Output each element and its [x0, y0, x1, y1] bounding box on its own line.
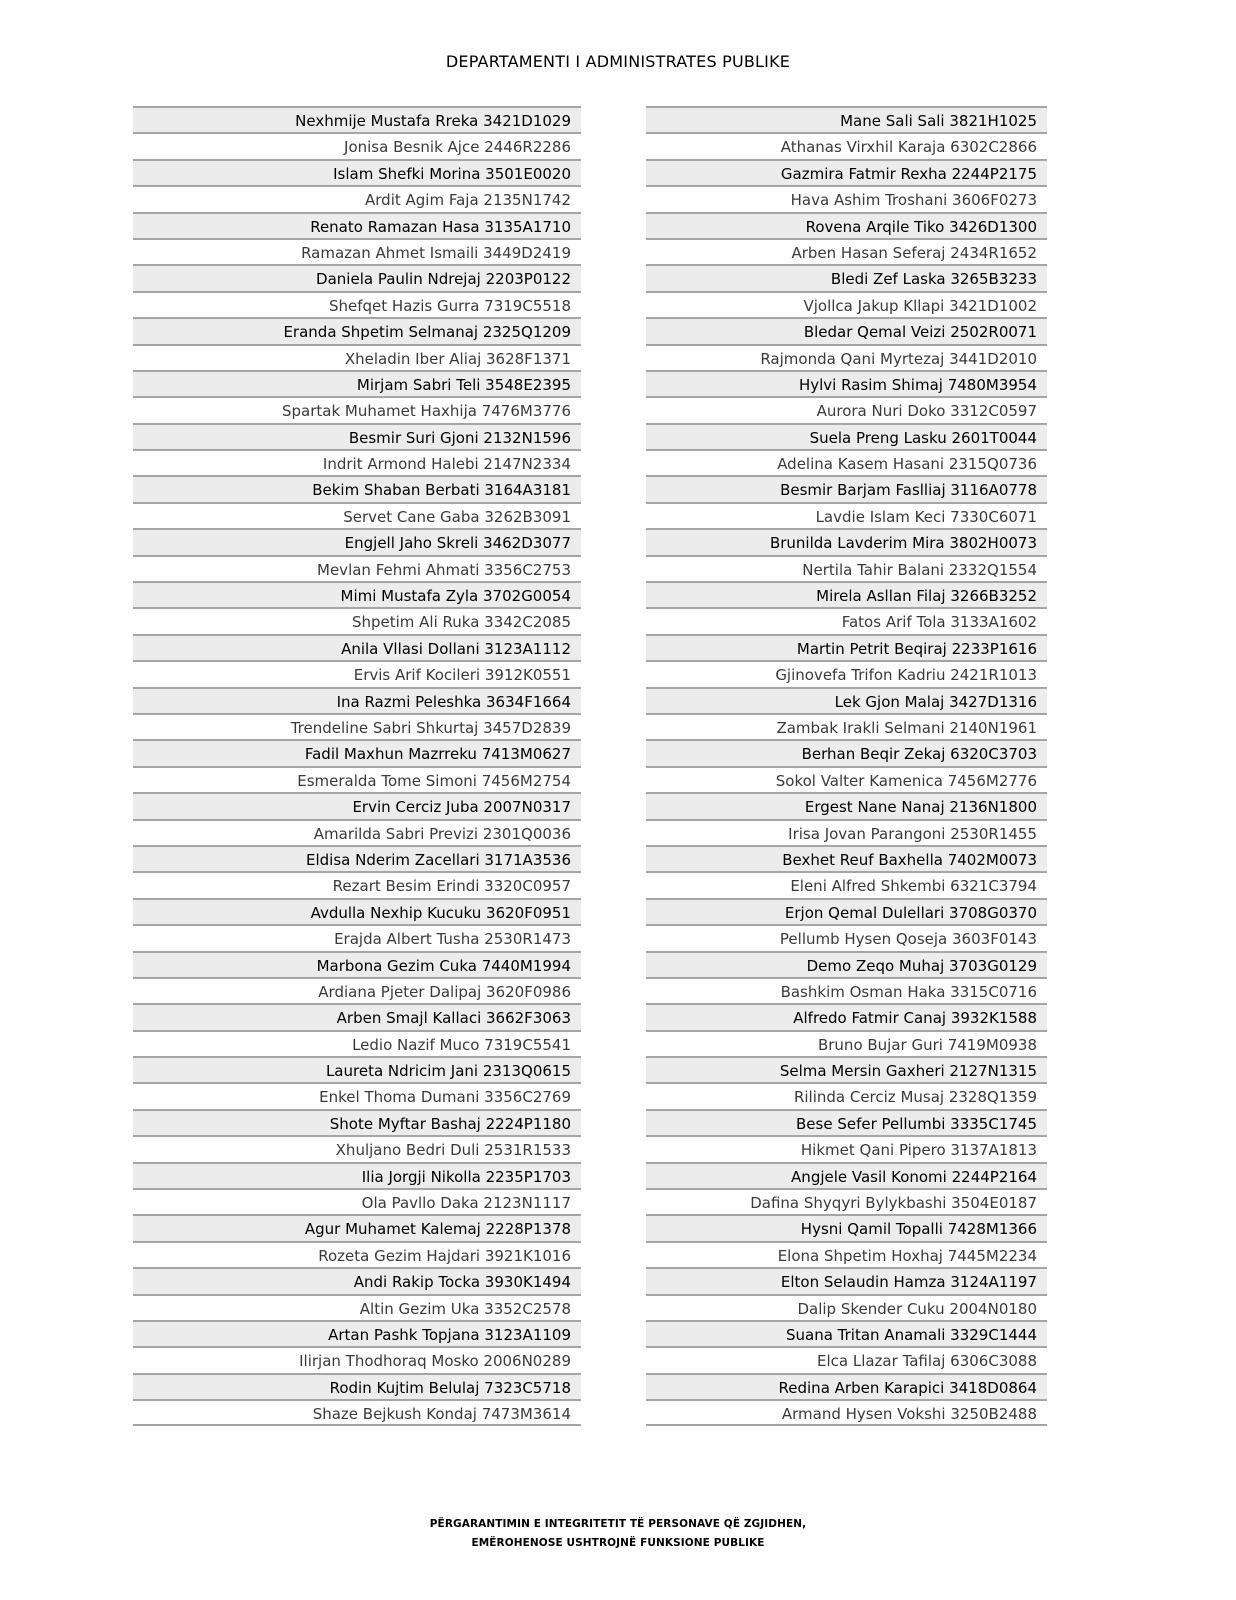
list-item: Amarilda Sabri Previzi 2301Q0036: [133, 819, 581, 845]
list-item: Brunilda Lavderim Mira 3802H0073: [646, 528, 1047, 554]
list-item: Rodin Kujtim Belulaj 7323C5718: [133, 1373, 581, 1399]
list-item: Martin Petrit Beqiraj 2233P1616: [646, 634, 1047, 660]
list-item: Renato Ramazan Hasa 3135A1710: [133, 212, 581, 238]
list-item: Ina Razmi Peleshka 3634F1664: [133, 687, 581, 713]
list-item: Zambak Irakli Selmani 2140N1961: [646, 713, 1047, 739]
list-item: Eranda Shpetim Selmanaj 2325Q1209: [133, 317, 581, 343]
list-item: Ardiana Pjeter Dalipaj 3620F0986: [133, 977, 581, 1003]
list-item: Ledio Nazif Muco 7319C5541: [133, 1030, 581, 1056]
list-item: Bledi Zef Laska 3265B3233: [646, 264, 1047, 290]
list-item: Irisa Jovan Parangoni 2530R1455: [646, 819, 1047, 845]
list-item: Sokol Valter Kamenica 7456M2776: [646, 766, 1047, 792]
list-item: Athanas Virxhil Karaja 6302C2866: [646, 132, 1047, 158]
list-item: Ramazan Ahmet Ismaili 3449D2419: [133, 238, 581, 264]
list-item: Pellumb Hysen Qoseja 3603F0143: [646, 924, 1047, 950]
list-item: Hylvi Rasim Shimaj 7480M3954: [646, 370, 1047, 396]
list-item: Dafina Shyqyri Bylykbashi 3504E0187: [646, 1188, 1047, 1214]
list-item: Xhuljano Bedri Duli 2531R1533: [133, 1135, 581, 1161]
list-item: Ervis Arif Kocileri 3912K0551: [133, 660, 581, 686]
list-item: Aurora Nuri Doko 3312C0597: [646, 396, 1047, 422]
list-item: Anila Vllasi Dollani 3123A1112: [133, 634, 581, 660]
left-name-list: [133, 106, 581, 1426]
list-item: Mirjam Sabri Teli 3548E2395: [133, 370, 581, 396]
list-item: Shote Myftar Bashaj 2224P1180: [133, 1109, 581, 1135]
list-item: Enkel Thoma Dumani 3356C2769: [133, 1082, 581, 1108]
list-item: Mimi Mustafa Zyla 3702G0054: [133, 581, 581, 607]
list-item: Demo Zeqo Muhaj 3703G0129: [646, 951, 1047, 977]
list-item: Ilirjan Thodhoraq Mosko 2006N0289: [133, 1346, 581, 1372]
list-item: Eleni Alfred Shkembi 6321C3794: [646, 871, 1047, 897]
list-item: Ervin Cerciz Juba 2007N0317: [133, 792, 581, 818]
list-item: Erjon Qemal Dulellari 3708G0370: [646, 898, 1047, 924]
list-item: Ergest Nane Nanaj 2136N1800: [646, 792, 1047, 818]
list-item: Avdulla Nexhip Kucuku 3620F0951: [133, 898, 581, 924]
list-item: Rozeta Gezim Hajdari 3921K1016: [133, 1241, 581, 1267]
list-item: Arben Smajl Kallaci 3662F3063: [133, 1003, 581, 1029]
list-item: Mane Sali Sali 3821H1025: [646, 106, 1047, 132]
list-item: Rilinda Cerciz Musaj 2328Q1359: [646, 1082, 1047, 1108]
list-item: Agur Muhamet Kalemaj 2228P1378: [133, 1214, 581, 1240]
list-item: Besmir Suri Gjoni 2132N1596: [133, 423, 581, 449]
page-title: DEPARTAMENTI I ADMINISTRATES PUBLIKE: [445, 52, 791, 71]
list-item: Bexhet Reuf Baxhella 7402M0073: [646, 845, 1047, 871]
list-item: Dalip Skender Cuku 2004N0180: [646, 1294, 1047, 1320]
list-item: Ilia Jorgji Nikolla 2235P1703: [133, 1162, 581, 1188]
list-item: Marbona Gezim Cuka 7440M1994: [133, 951, 581, 977]
list-item: Shpetim Ali Ruka 3342C2085: [133, 607, 581, 633]
list-item: Berhan Beqir Zekaj 6320C3703: [646, 739, 1047, 765]
list-item: Elca Llazar Tafilaj 6306C3088: [646, 1346, 1047, 1372]
list-item: Angjele Vasil Konomi 2244P2164: [646, 1162, 1047, 1188]
list-item: Trendeline Sabri Shkurtaj 3457D2839: [133, 713, 581, 739]
list-item: Altin Gezim Uka 3352C2578: [133, 1294, 581, 1320]
list-item: Ola Pavllo Daka 2123N1117: [133, 1188, 581, 1214]
list-item: Vjollca Jakup Kllapi 3421D1002: [646, 291, 1047, 317]
list-item: Nertila Tahir Balani 2332Q1554: [646, 555, 1047, 581]
list-item: Shaze Bejkush Kondaj 7473M3614: [133, 1399, 581, 1425]
footer-line-2: EMËROHENOSE USHTROJNË FUNKSIONE PUBLIKE: [471, 1537, 765, 1549]
list-item: Mevlan Fehmi Ahmati 3356C2753: [133, 555, 581, 581]
list-item: Adelina Kasem Hasani 2315Q0736: [646, 449, 1047, 475]
list-item: Lek Gjon Malaj 3427D1316: [646, 687, 1047, 713]
list-item: Hikmet Qani Pipero 3137A1813: [646, 1135, 1047, 1161]
list-item: Bruno Bujar Guri 7419M0938: [646, 1030, 1047, 1056]
list-item: Andi Rakip Tocka 3930K1494: [133, 1267, 581, 1293]
list-item: Erajda Albert Tusha 2530R1473: [133, 924, 581, 950]
list-item: Laureta Ndricim Jani 2313Q0615: [133, 1056, 581, 1082]
list-item: Mirela Asllan Filaj 3266B3252: [646, 581, 1047, 607]
list-item: Rovena Arqile Tiko 3426D1300: [646, 212, 1047, 238]
list-item: Rajmonda Qani Myrtezaj 3441D2010: [646, 344, 1047, 370]
list-item: Nexhmije Mustafa Rreka 3421D1029: [133, 106, 581, 132]
list-item: Armand Hysen Vokshi 3250B2488: [646, 1399, 1047, 1425]
list-item: Hysni Qamil Topalli 7428M1366: [646, 1214, 1047, 1240]
list-item: Indrit Armond Halebi 2147N2334: [133, 449, 581, 475]
list-item: Engjell Jaho Skreli 3462D3077: [133, 528, 581, 554]
list-item: Redina Arben Karapici 3418D0864: [646, 1373, 1047, 1399]
list-item: Gazmira Fatmir Rexha 2244P2175: [646, 159, 1047, 185]
list-item: Bese Sefer Pellumbi 3335C1745: [646, 1109, 1047, 1135]
list-item: Fatos Arif Tola 3133A1602: [646, 607, 1047, 633]
list-item: Bashkim Osman Haka 3315C0716: [646, 977, 1047, 1003]
footer: [0, 1515, 1236, 1553]
list-item: Arben Hasan Seferaj 2434R1652: [646, 238, 1047, 264]
list-item: Jonisa Besnik Ajce 2446R2286: [133, 132, 581, 158]
list-item: Eldisa Nderim Zacellari 3171A3536: [133, 845, 581, 871]
list-item: Shefqet Hazis Gurra 7319C5518: [133, 291, 581, 317]
list-item: Bekim Shaban Berbati 3164A3181: [133, 475, 581, 501]
list-item: Rezart Besim Erindi 3320C0957: [133, 871, 581, 897]
list-item: Suela Preng Lasku 2601T0044: [646, 423, 1047, 449]
right-name-list: [646, 106, 1047, 1426]
list-item: Elona Shpetim Hoxhaj 7445M2234: [646, 1241, 1047, 1267]
list-item: Fadil Maxhun Mazrreku 7413M0627: [133, 739, 581, 765]
list-item: Ardit Agim Faja 2135N1742: [133, 185, 581, 211]
list-item: Elton Selaudin Hamza 3124A1197: [646, 1267, 1047, 1293]
list-item: Esmeralda Tome Simoni 7456M2754: [133, 766, 581, 792]
list-item: Alfredo Fatmir Canaj 3932K1588: [646, 1003, 1047, 1029]
list-item: Servet Cane Gaba 3262B3091: [133, 502, 581, 528]
list-item: Selma Mersin Gaxheri 2127N1315: [646, 1056, 1047, 1082]
list-item: Lavdie Islam Keci 7330C6071: [646, 502, 1047, 528]
list-item: Bledar Qemal Veizi 2502R0071: [646, 317, 1047, 343]
list-item: Hava Ashim Troshani 3606F0273: [646, 185, 1047, 211]
list-item: Artan Pashk Topjana 3123A1109: [133, 1320, 581, 1346]
list-item: Besmir Barjam Faslliaj 3116A0778: [646, 475, 1047, 501]
list-item: Daniela Paulin Ndrejaj 2203P0122: [133, 264, 581, 290]
list-item: Xheladin Iber Aliaj 3628F1371: [133, 344, 581, 370]
list-item: Islam Shefki Morina 3501E0020: [133, 159, 581, 185]
footer-line-1: PËRGARANTIMIN E INTEGRITETIT TË PERSONAVE QË ZGJIDHEN,: [429, 1518, 807, 1530]
list-item: Suana Tritan Anamali 3329C1444: [646, 1320, 1047, 1346]
list-item: Gjinovefa Trifon Kadriu 2421R1013: [646, 660, 1047, 686]
list-item: Spartak Muhamet Haxhija 7476M3776: [133, 396, 581, 422]
